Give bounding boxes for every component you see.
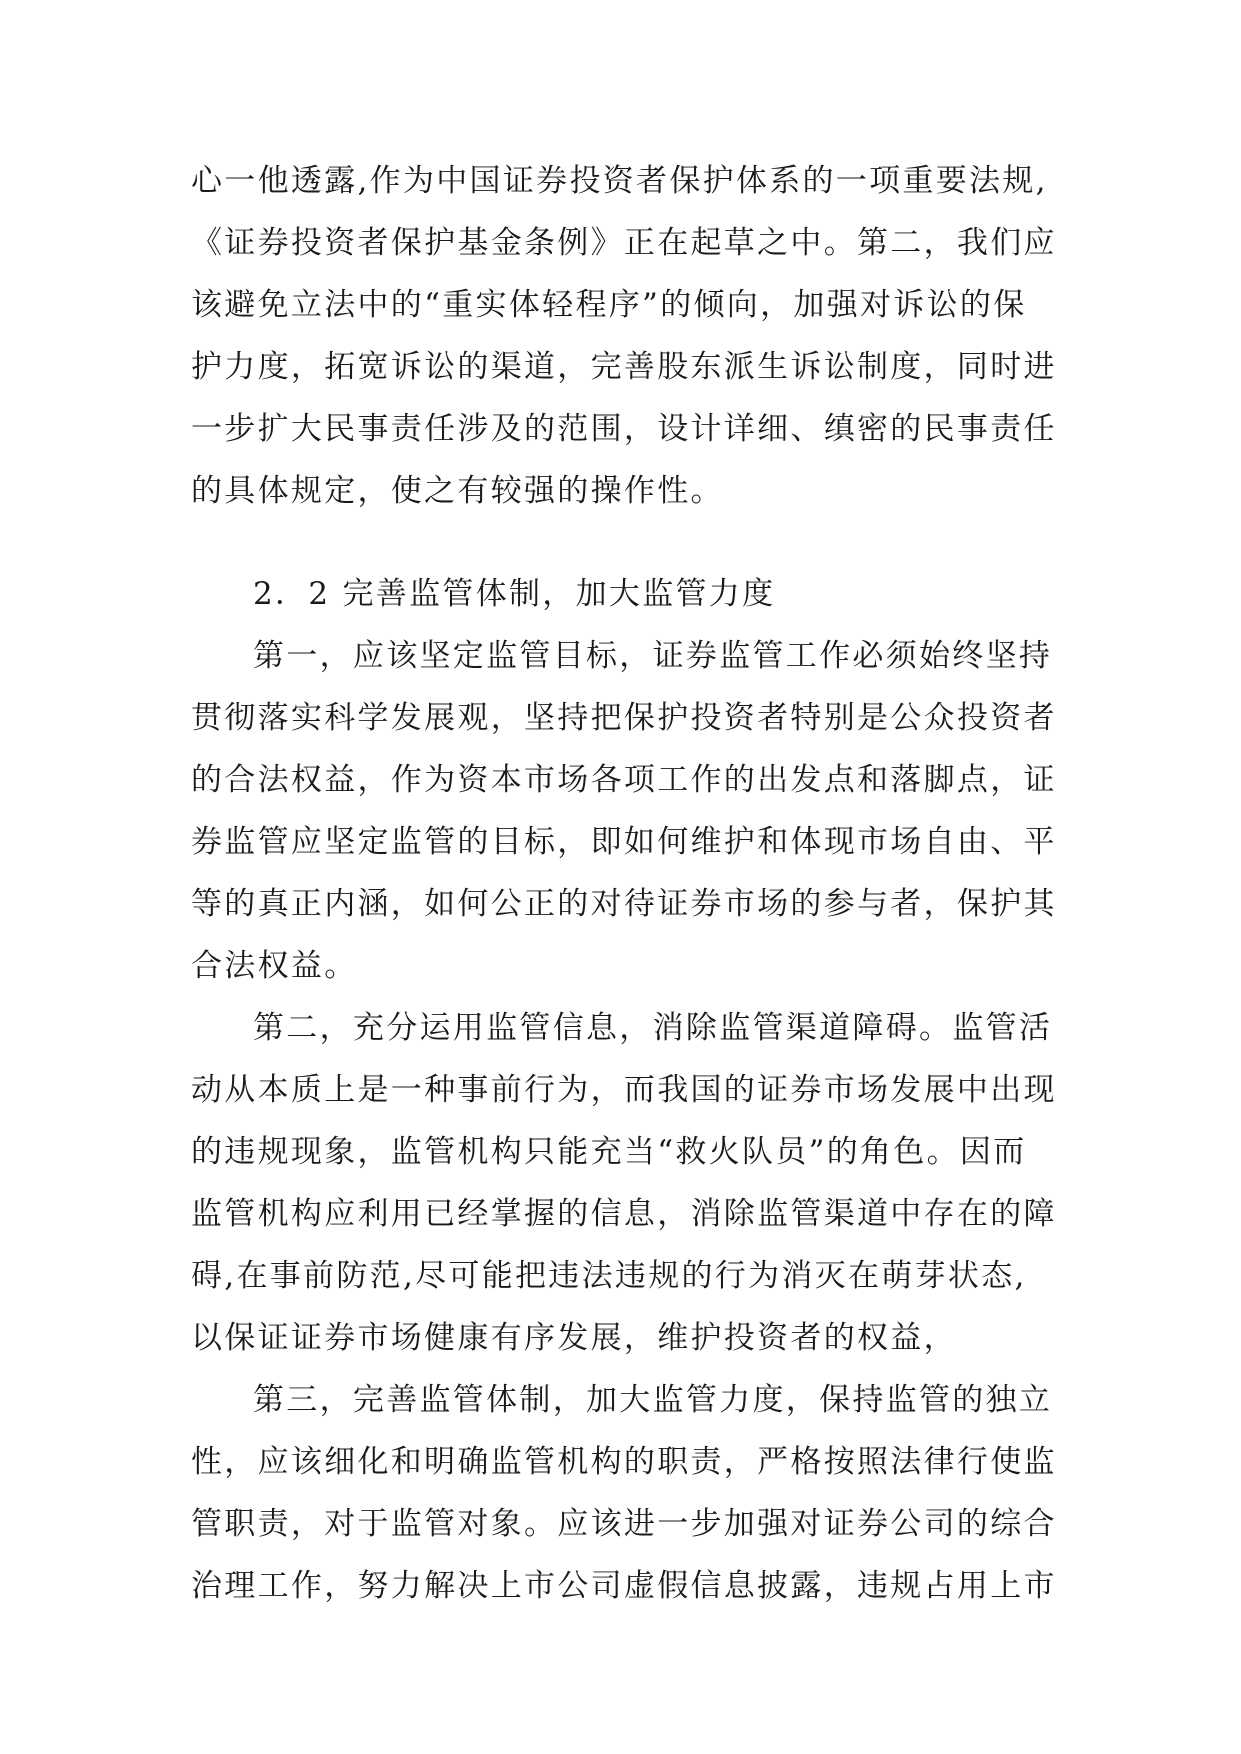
text-line: 的违规现象，监管机构只能充当“救火队员”的角色。因而 [191, 1134, 1027, 1170]
intro-paragraph [191, 150, 1061, 522]
paragraph-third [191, 1369, 1061, 1617]
text-line: 碍,在事前防范,尽可能把违法违规的行为消灭在萌芽状态, [191, 1258, 1027, 1294]
text-line: 贯彻落实科学发展观，坚持把保护投资者特别是公众投资者 [191, 700, 1057, 736]
paragraph-first [191, 625, 1061, 997]
text-line: 《证券投资者保护基金条例》正在起草之中。第二，我们应 [191, 225, 1057, 261]
text-line: 该避免立法中的“重实体轻程序”的倾向，加强对诉讼的保 [191, 287, 1027, 323]
text-line: 监管机构应利用已经掌握的信息，消除监管渠道中存在的障 [191, 1196, 1057, 1232]
text-line: 管职责，对于监管对象。应该进一步加强对证券公司的综合 [191, 1506, 1057, 1542]
text-line: 第三，完善监管体制，加大监管力度，保持监管的独立 [253, 1382, 1053, 1418]
text-line: 动从本质上是一种事前行为，而我国的证券市场发展中出现 [191, 1072, 1057, 1108]
text-line: 等的真正内涵，如何公正的对待证券市场的参与者，保护其 [191, 886, 1057, 922]
text-line: 第二，充分运用监管信息，消除监管渠道障碍。监管活 [253, 1010, 1053, 1046]
text-line: 第一，应该坚定监管目标，证券监管工作必须始终坚持 [253, 638, 1053, 674]
paragraph-second [191, 997, 1061, 1369]
section-heading: 2．2 完善监管体制，加大监管力度 [253, 576, 776, 612]
text-line: 治理工作，努力解决上市公司虚假信息披露，违规占用上市 [191, 1568, 1057, 1604]
text-line: 的具体规定，使之有较强的操作性。 [191, 473, 724, 509]
text-line: 性，应该细化和明确监管机构的职责，严格按照法律行使监 [191, 1444, 1057, 1480]
text-line: 一步扩大民事责任涉及的范围，设计详细、缜密的民事责任 [191, 411, 1057, 447]
text-line: 护力度，拓宽诉讼的渠道，完善股东派生诉讼制度，同时进 [191, 349, 1057, 385]
text-line: 的合法权益，作为资本市场各项工作的出发点和落脚点，证 [191, 762, 1057, 798]
section-body [191, 563, 1061, 1617]
text-line: 合法权益。 [191, 948, 358, 984]
text-line: 券监管应坚定监管的目标，即如何维护和体现市场自由、平 [191, 824, 1057, 860]
text-line: 心一他透露,作为中国证券投资者保护体系的一项重要法规, [191, 163, 1048, 199]
text-line: 以保证证券市场健康有序发展，维护投资者的权益， [191, 1320, 957, 1356]
